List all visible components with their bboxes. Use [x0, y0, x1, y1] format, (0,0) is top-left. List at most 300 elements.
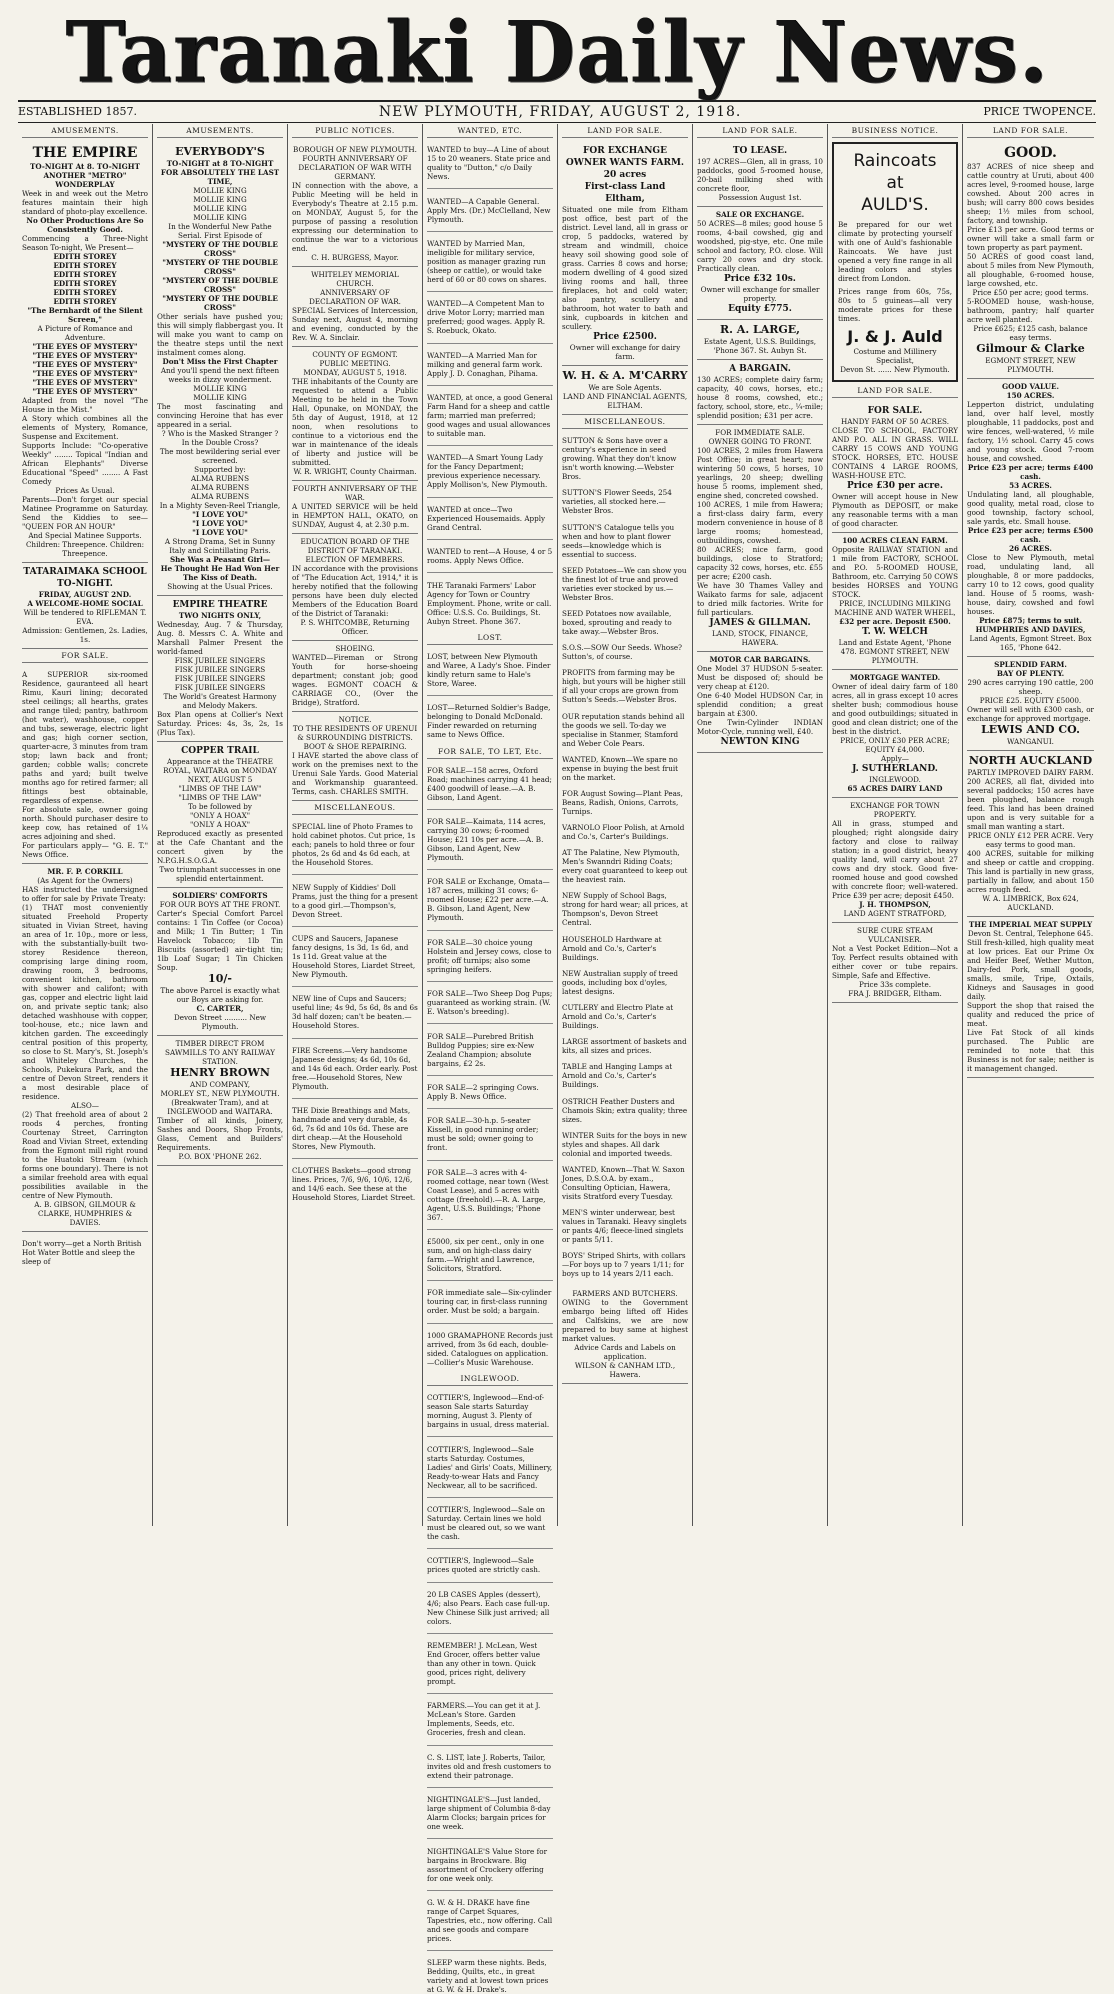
- ad-line: BAY OF PLENTY.: [996, 669, 1065, 678]
- ad-text: LOST—Returned Soldier's Badge, belonging to Donald McDonald. Finder rewarded on returning same to News Office.: [427, 703, 551, 740]
- ad-text: Reproduced exactly as presented at the Cafe Chantant and the concert given by the N.P.G.H.S.O.G.A.: [157, 829, 283, 865]
- ad-line: ? Who is the Masked Stranger ? In the Double Cross?: [161, 429, 279, 447]
- empire-ad: [22, 142, 148, 563]
- motor-ad: [697, 652, 823, 753]
- section-heading: LAND FOR SALE.: [697, 126, 823, 138]
- ad-line: FARMERS AND BUTCHERS.: [572, 1288, 678, 1298]
- ad-line: ELECTION OF MEMBERS.: [305, 555, 405, 564]
- price-line: Price £2500.: [593, 332, 657, 342]
- ad-line: WILSON & CANHAM LTD., Hawera.: [574, 1360, 676, 1379]
- section-heading: BUSINESS NOTICE.: [832, 126, 958, 138]
- section-heading: LOST.: [427, 633, 553, 645]
- ad-line: No Other Productions Are So Consistently Good.: [26, 216, 144, 234]
- ad-line: "MYSTERY OF THE DOUBLE CROSS": [162, 240, 278, 258]
- section-heading: FOR SALE.: [22, 651, 148, 663]
- ad-text: Price £13 per acre. Good terms or owner will take a small farm or town property as part payment.: [967, 225, 1094, 252]
- ad-line: EGMONT STREET, NEW PLYMOUTH.: [985, 356, 1076, 374]
- ad-line: The most bewildering serial ever screened.: [159, 447, 281, 465]
- ad-title: EVERYBODY'S: [175, 145, 265, 158]
- ad-line: TIMBER DIRECT FROM SAWMILLS TO ANY RAILWAY STATION.: [165, 1039, 275, 1066]
- price-label: PRICE TWOPENCE.: [983, 105, 1096, 118]
- dateline: NEW PLYMOUTH, FRIDAY, AUGUST 2, 1918.: [378, 104, 742, 120]
- ad-line: 53 ACRES.: [1009, 481, 1052, 490]
- ad-line: TO-NIGHT.: [57, 579, 113, 589]
- ad-line: He Thought He Had Won Her: [160, 564, 280, 573]
- ad-text: 200 ACRES, all flat, divided into several paddocks; 150 acres have been ploughed, balance rough feed. This land has been drained upon and is very suitable for a small man wanting a start.: [967, 777, 1094, 831]
- ad-text: OWING to the Government embargo being lifted off Hides and Calfskins, we are now prepared to buy same at highest market values.: [562, 1297, 688, 1343]
- fisk-ad: [157, 596, 283, 742]
- ad-line: "THE EYES OF MYSTERY": [32, 369, 138, 378]
- ad-line: OWNER WANTS FARM.: [565, 158, 685, 168]
- ad-text: 1000 GRAMAPHONE Records just arrived, from 3s 6d each, double-sided. Catalogues on application.—Collier's Music Warehouse.: [427, 1330, 553, 1367]
- ad-line: TWO NIGHTS ONLY,: [178, 611, 262, 620]
- ad-line: FISK JUBILEE SINGERS: [174, 656, 266, 665]
- henry-brown-ad: [157, 1036, 283, 1166]
- ad-title: MOTOR CAR BARGAINS.: [709, 655, 811, 664]
- ad-line: PRICE, INCLUDING MILKING MACHINE AND WATER WHEEL,: [834, 599, 956, 617]
- ad-line: Eltham,: [605, 194, 645, 204]
- ad-line: Advice Cards and Labels on application.: [574, 1342, 676, 1361]
- ad-text: 837 ACRES of nice sheep and cattle country at Uruti, about 400 acres level, 9-roomed house, large cowshed. About 200 acres in bush; will carry 800 cows besides sheep; 1½ miles from school, factory, and township.: [967, 162, 1094, 225]
- ad-line: "THE EYES OF MYSTERY": [32, 351, 138, 360]
- ad-line: Price £50 per acre; good terms.: [972, 288, 1089, 297]
- section-heading: MISCELLANEOUS.: [562, 417, 688, 429]
- north-auckland-ad: [967, 751, 1094, 917]
- ad-title: GOOD.: [1004, 145, 1057, 161]
- ad-line: MOLLIE KING: [193, 393, 247, 402]
- section-heading: LAND FOR SALE.: [967, 126, 1094, 138]
- ad-text: Owner will sell with £300 cash, or exchange for approved mortgage.: [967, 705, 1094, 723]
- mccarry-ad: [562, 366, 688, 415]
- ad-line: Showing at the Usual Prices.: [167, 582, 273, 591]
- column-2: [153, 124, 288, 1526]
- ad-title: THE IMPERIAL MEAT SUPPLY: [968, 920, 1093, 929]
- ad-line: Two triumphant successes in one splendid entertainment.: [159, 865, 281, 883]
- ad-text: WANTED—A Competent Man to drive Motor Lorry; married man preferred; good wages. Apply R. S. Roebuck, Okato.: [427, 299, 546, 336]
- ad-text: 20 LB CASES Apples (dessert), 4/6; also Pears. Each case full-up. New Chinese Silk just arrived; all colors.: [427, 1589, 550, 1626]
- ad-line: INGLEWOOD.: [869, 775, 921, 784]
- ad-text: For absolute sale, owner going north. Should purchaser desire to keep cow, has retained of 1¼ acres adjoining and shed.: [22, 805, 148, 841]
- ad-line: 65 ACRES DAIRY LAND: [847, 784, 943, 793]
- ad-text: One 6-40 Model HUDSON Car, in splendid condition; a great bargain at £300.: [697, 691, 823, 718]
- ad-line: PRICE, ONLY £30 PER ACRE; EQUITY £4,000.: [840, 736, 950, 754]
- ad-text: A SUPERIOR six-roomed Residence, gauranteed all heart Rimu, Kauri lining; decorated steel ceilings; all hearths, grates and range tiled; pantry, bathroom (hot water), washhouse, copper and tubs, sewerage, electric light and gas; high corner section, quarter-acre, 3 minutes from tram stop; lawn back and front; garden; cobble walls; concrete paths and yard; built twelve months ago for retired farmer; all fittings best obtainable, regardless of expense.: [22, 670, 148, 805]
- ad-text: NIGHTINGALE'S—Just landed, large shipment of Columbia 8-day Alarm Clocks; bargain prices for one week.: [427, 1795, 551, 1832]
- section-heading: AMUSEMENTS.: [22, 126, 148, 138]
- ad-line: The Kiss of Death.: [182, 573, 258, 582]
- ad-text: FIRE Screens.—Very handsome Japanese designs; 4s 6d, 10s 6d, and 14s 6d each. Order early. Post free.—Household Stores, New Plymouth.: [292, 1045, 418, 1091]
- ad-line: She Was a Peasant Girl—: [169, 555, 271, 564]
- section-heading: AMUSEMENTS.: [157, 126, 283, 138]
- ad-line: MOLLIE KING: [193, 213, 247, 222]
- ad-line: EDITH STOREY: [53, 288, 117, 297]
- established-label: ESTABLISHED 1857.: [18, 105, 137, 118]
- ad-text: COTTIER'S, Inglewood—End-of-season Sale starts Saturday morning, August 3. Plenty of bargains in usual, dress material.: [427, 1393, 550, 1430]
- ad-text: 80 ACRES; nice farm, good buildings, close to Stratford; capacity 32 cows, horses, etc. £55 per acre; £200 cash.: [697, 545, 823, 581]
- ad-line: Costume and Millinery Specialist,: [853, 347, 937, 365]
- ad-text: SUTTON'S Flower Seeds, 254 varieties, all stocked here.—Webster Bros.: [562, 488, 672, 516]
- ad-text: 100 ACRES, 1 mile from Hawera; a first-class dairy farm, every modern convenience in house of 8 large rooms; homestead, outbuildings, cowshed.: [697, 500, 823, 545]
- ad-line: P. S. WHITCOMBE, Returning Officer.: [300, 618, 410, 636]
- ad-line: MORLEY ST., NEW PLYMOUTH. (Breakwater Tram), and at INGLEWOOD and WAITARA.: [160, 1089, 280, 1116]
- ad-text: Be prepared for our wet climate by protecting yourself with one of Auld's fashionable Raincoats. We have just opened a very fine range in all leading colors and styles direct from London.: [838, 220, 952, 283]
- ad-line: OWNER GOING TO FRONT.: [708, 437, 812, 446]
- ad-line: FOURTH ANNIVERSARY OF THE WAR.: [293, 484, 417, 502]
- ad-text: (2) That freehold area of about 2 roods 4 perches, fronting Courtenay Street, Carrington Road and Vivian Street, extending from the Egmont mill right round to the Huatoki Stream (which forms one boundary). There is not a similar freehold area with equal possibilities available in the centre of New Plymouth.: [22, 1110, 148, 1200]
- ad-line: TO-NIGHT At 8. TO-NIGHT: [30, 162, 140, 171]
- ad-line: "ONLY A HOAX": [189, 811, 251, 820]
- ad-text: WANTED—A Married Man for milking and general farm work. Apply J. D. Conaghan, Pihama.: [427, 350, 543, 378]
- ad-text: FOR SALE—30 choice young Holstein and Jersey cows, close to profit; off turnips; also some springing heifers.: [427, 937, 552, 974]
- ad-text: THE Dixie Breathings and Mats, handmade and very durable, 4s 6d, 7s 6d and 10s 6d. These are dirt cheap.—At the Household Stores, New Plymouth.: [292, 1106, 411, 1152]
- urenui-notice: [292, 712, 418, 801]
- ad-text: IN connection with the above, a Public Meeting will be held in Everybody's Theatre at 2.15 p.m. on MONDAY, August 5, for the purpose of passing a resolution expressing our determination to continue the war to a victorious end.: [292, 181, 418, 253]
- ad-text: HOUSEHOLD Hardware at Arnold and Co.'s, Carter's Buildings.: [562, 934, 662, 962]
- ad-text: C. S. LIST, late J. Roberts, Tailor, invites old and fresh customers to extend their patronage.: [427, 1752, 551, 1780]
- ad-line: AULD'S.: [861, 195, 929, 215]
- copper-trail-ad: [157, 742, 283, 888]
- splendid-farm-ad: [967, 657, 1094, 751]
- info-bar: [18, 100, 1096, 123]
- vulcaniser-ad: [832, 923, 958, 1003]
- ad-line: MOLLIE KING: [193, 186, 247, 195]
- ad-line: Appearance at the THEATRE ROYAL, WAITARA on MONDAY NEXT, AUGUST 5: [163, 757, 277, 784]
- ad-title: Raincoats: [853, 151, 937, 171]
- ad-text: S.O.S.—SOW Our Seeds. Whose? Sutton's, of course.: [562, 643, 683, 662]
- imperial-meat-ad: [967, 917, 1094, 1078]
- ad-line: ANOTHER "METRO" WONDERPLAY: [43, 171, 127, 189]
- county-notice: [292, 347, 418, 481]
- ad-line: 150 ACRES.: [1006, 391, 1055, 400]
- ad-text: FOR SALE or Exchange, Omata—187 acres, milking 31 cows; 6-roomed House; £22 per acre.—A. B. Gibson, Land Agent, New Plymouth.: [427, 877, 550, 923]
- ad-line: And you'll spend the next fifteen weeks in dizzy wonderment.: [160, 366, 280, 384]
- ad-text: We have 30 Thames Valley and Waikato farms for sale, adjacent to dried milk factories. Write for full particulars.: [697, 581, 823, 617]
- ad-title: A BARGAIN.: [729, 364, 791, 374]
- good-ad: [967, 142, 1094, 379]
- ad-text: A UNITED SERVICE will be held in HEMPTON HALL, OKATO, on SUNDAY, August 4, at 2.30 p.m.: [292, 502, 418, 529]
- ad-line: WANGANUI.: [1007, 737, 1054, 746]
- mortgage-ad: [832, 670, 958, 798]
- ad-text: THE Taranaki Farmers' Labor Agency for Town or Country Employment. Phone, write or call. Office: U.S.S. Co. Buildings, St. Aubyn Street. Phone 367.: [427, 580, 552, 626]
- shoeing-notice: [292, 641, 418, 712]
- sale-exchange-ad: [697, 207, 823, 320]
- ad-line: "MYSTERY OF THE DOUBLE CROSS": [162, 258, 278, 276]
- ad-title: FOR EXCHANGE: [583, 146, 667, 156]
- ad-text: SEED Potatoes now available, boxed, sprouting and ready to take away.—Webster Bros.: [562, 608, 672, 636]
- ad-line: MOLLIE KING: [193, 384, 247, 393]
- ad-line: MONDAY, AUGUST 5, 1918.: [303, 368, 407, 377]
- ad-line: EXCHANGE FOR TOWN PROPERTY.: [850, 801, 940, 819]
- ad-text: NEW line of Cups and Saucers; useful line; 4s 9d, 5s 6d, 8s and 6s 3d half dozen; can't be beaten.—Household Stores.: [292, 994, 418, 1031]
- ad-title: 100 ACRES CLEAN FARM.: [842, 536, 948, 545]
- ad-text: NEW Supply of Kiddies' Doll Prams, just the thing for a present to a good girl.—Thompson's, Devon Street.: [292, 882, 418, 919]
- ad-line: The above Parcel is exactly what our Boys are asking for.: [160, 986, 280, 1004]
- ad-text: Week in and week out the Metro features maintain their high standard of photo-play excellence.: [22, 189, 148, 216]
- everybodys-ad: [157, 142, 283, 596]
- ad-line: "The Bernhardt of the Silent Screen,": [27, 306, 143, 324]
- ad-text: WINTER Suits for the boys in new styles and shapes. All dark colonial and imported tweeds.: [562, 1130, 687, 1158]
- ad-line: Prices As Usual.: [55, 486, 115, 495]
- ad-text: FOR SALE—2 springing Cows. Apply B. News Office.: [427, 1082, 539, 1101]
- ad-line: A Picture of Romance and Adventure.: [37, 324, 133, 342]
- ad-text: COTTIER'S, Inglewood—Sale prices quoted are strictly cash.: [427, 1556, 541, 1575]
- ad-line: "LIMBS OF THE LAW": [178, 793, 262, 802]
- ad-text: Situated one mile from Eltham post office, best part of the district. Level land, all in grass or crop, 5 paddocks, watered by stream and windmill, choice heavy soil showing good sole of grass. Carries 8 cows and horse; modern dwelling of 4 good sized living rooms and hall, three fireplaces, hot and cold water; also pantry, scullery and bathroom, hot water to bath and sink, cupboards in kitchen and scullery.: [562, 205, 688, 331]
- ad-title: MR. F. P. CORKILL: [47, 867, 123, 876]
- ad-text: The most fascinating and convincing Heroine that has ever appeared in a serial.: [157, 402, 283, 429]
- ad-line: Don't Miss the First Chapter: [162, 357, 278, 366]
- price-line: 10/-: [208, 972, 232, 985]
- ad-line: In the Wonderful New Pathe Serial. First Episode of: [168, 222, 272, 240]
- ad-line: A. B. GIBSON, GILMOUR & CLARKE, HUMPHRIES & DAVIES.: [34, 1200, 136, 1227]
- ad-text: All in grass, stumped and ploughed; right alongside dairy factory and close to railway station; in a good district, heavy quality land, will carry about 27 cows and dry stock. Good five-roomed house and good cowshed with concrete floor; well-watered. Price £39 per acre; deposit £450.: [832, 819, 958, 900]
- ad-line: "I LOVE YOU": [192, 510, 248, 519]
- ad-text: CLOSE TO SCHOOL, FACTORY AND P.O. ALL IN GRASS. WILL CARRY 15 COWS AND YOUNG STOCK. HORSES, ETC. HOUSE CONTAINS 4 LARGE ROOMS, WASH-HOUSE ETC.: [832, 426, 958, 480]
- ad-text: Close to New Plymouth, metal road, undulating land, all ploughable, 8 or more paddocks, carry 10 to 12 cows, good quality land. House of 5 rooms, wash-house, dairy, cowshed and fowl houses.: [967, 553, 1094, 616]
- ad-text: FOR immediate sale—Six-cylinder touring car, in first-class running order. Must be sold; a bargain.: [427, 1288, 552, 1316]
- ad-line: ALMA RUBENS: [190, 474, 249, 483]
- ad-text: G. W. & H. DRAKE have fine range of Carpet Squares, Tapestries, etc., now offering. Call and see goods and compare prices.: [427, 1897, 553, 1943]
- ad-title: THE EMPIRE: [32, 145, 138, 161]
- ad-text: THE inhabitants of the County are requested to attend a Public Meeting to be held in the Town Hall, Opunake, on MONDAY, the 5th day of August, 1918, at 12 noon, when resolutions to continue to a victorious end the war in maintenance of the ideals of liberty and justice will be submitted.: [292, 377, 418, 467]
- ad-line: "THE EYES OF MYSTERY": [32, 378, 138, 387]
- ad-text: WANTED—Fireman or Strong Youth for horse-shoeing department; constant job; good wages. EGMONT COACH & CARRIAGE CO., (Over the Bridge), Stratford.: [292, 653, 418, 707]
- ad-text: WANTED to rent—A House, 4 or 5 rooms. Apply News Office.: [427, 547, 553, 566]
- ad-line: LAND AGENT STRATFORD,: [843, 909, 947, 918]
- ad-text: (1) THAT most conveniently situated Freehold Property situated in Vivian Street, having an area of 1r. 10p., more or less, with the substantially-built two-storey Residence thereon, comprising large dining room, drawing room, 3 bedrooms, convenient kitchen, bathroom with shower and califont; with gas, copper and electric light laid on, and private septic tank; also detached washhouse with copper, tool-house, etc.; nice lawn and kitchen garden. The exceedingly central position of this property, so close to St. Mary's, St. Joseph's and Whiteley Churches, the Schools, Pukekura Park, and the centre of Devon Street, renders it a most desirable place of residence.: [22, 903, 148, 1101]
- ad-line: "THE EYES OF MYSTERY": [32, 387, 138, 396]
- ad-line: FOR OUR BOYS AT THE FRONT.: [159, 900, 281, 909]
- ad-text: SEED Potatoes—We can show you the finest lot of true and proved varieties ever stocked by us.—Webster Bros.: [562, 565, 687, 602]
- ad-title: SPLENDID FARM.: [994, 660, 1067, 669]
- ad-line: at: [886, 173, 904, 193]
- ad-text: FOR SALE—Two Sheep Dog Pups; guaranteed as working strain. (W. E. Watson's breeding).: [427, 989, 553, 1017]
- ad-text: LOST, between New Plymouth and Waree, A Lady's Shoe. Finder kindly return same to Hale's Store, Waree.: [427, 651, 551, 688]
- large-ad: [697, 320, 823, 360]
- ad-line: 20 acres: [603, 170, 647, 180]
- ad-line: (As Agent for the Owners): [37, 876, 133, 885]
- ad-line: "MYSTERY OF THE DOUBLE CROSS": [162, 294, 278, 312]
- ad-line: P.O. BOX 'PHONE 262.: [178, 1152, 262, 1161]
- ad-line: EDITH STOREY: [53, 279, 117, 288]
- ad-text: Timber of all kinds, Joinery, Sashes and Doors, Shop Fronts, Glass, Cement and Builders' Requirements.: [157, 1116, 283, 1152]
- ad-line: FOURTH ANNIVERSARY OF DECLARATION OF WAR WITH GERMANY.: [298, 154, 412, 181]
- ad-line: EDITH STOREY: [53, 252, 117, 261]
- corkill-ad: [22, 864, 148, 1232]
- ad-text: WANTED, Known—That W. Saxon Jones, D.S.O.A. by exam., Consulting Optician, Hawera, visits Stratford every Tuesday.: [562, 1164, 685, 1201]
- ad-text: OUR reputation stands behind all the goods we sell. To-day we specialise in Stanmer, Stamford and Weber Cole Pears.: [562, 711, 685, 748]
- ad-text: Owner will accept house in New Plymouth as DEPOSIT, or make any reasonable terms with a man of good character.: [832, 492, 958, 528]
- ad-line: Devon St. Central, Telephone 645.: [967, 929, 1094, 938]
- school-ad: [22, 563, 148, 649]
- ad-text: HAS instructed the undersigned to offer for sale by Private Treaty:: [22, 885, 148, 903]
- ad-line: Owner will exchange for dairy farm.: [569, 343, 681, 361]
- section-heading: PUBLIC NOTICES.: [292, 126, 418, 138]
- ad-text: NEW Supply of School Bags, strong for hard wear; all prices, at Thompson's, Devon Street Central.: [562, 891, 688, 928]
- columns: [18, 124, 1100, 1994]
- ad-line: "THE EYES OF MYSTERY": [32, 342, 138, 351]
- ad-text: FOR SALE—158 acres, Oxford Road; machines carrying 41 head; £400 goodwill of lease.—A. B. Gibson, Land Agent.: [427, 765, 552, 802]
- section-heading: MISCELLANEOUS.: [292, 803, 418, 815]
- ad-text: CUTLERY and Electro Plate at Arnold and Co.'s, Carter's Buildings.: [562, 1003, 674, 1030]
- ad-title: EMPIRE THEATRE: [172, 600, 268, 610]
- ad-text: Commencing a Three-Night Season To-night, We Present—: [22, 234, 148, 252]
- soldiers-comforts-ad: [157, 888, 283, 1036]
- ad-line: First-class Land: [584, 182, 666, 192]
- section-heading: FOR SALE, TO LET, Etc.: [427, 747, 553, 759]
- bargain-ad: [697, 360, 823, 425]
- ad-line: EDITH STOREY: [53, 261, 117, 270]
- ad-text: WANTED, Known—We spare no expense in buying the best fruit on the market.: [562, 754, 679, 782]
- ad-text: Other serials have pushed you; this will simply flabbergast you. It will make you want to camp on the theatre steps until the next instalment comes along.: [157, 312, 283, 357]
- ad-line: Devon Street .......... New Plymouth.: [173, 1013, 267, 1031]
- ad-line: T. W. WELCH: [862, 627, 928, 637]
- price-line: Price £23 per acre; terms £500 cash.: [967, 526, 1094, 544]
- ad-text: SPECIAL Services of Intercession, Sunday next, August 4, morning and evening, conducted by the Rev. W. A. Sinclair.: [292, 306, 418, 342]
- ad-text: WANTED at once—Two Experienced Housemaids. Apply Grand Central.: [427, 504, 546, 532]
- wilson-canham-ad: [562, 1286, 688, 1384]
- ad-line: To be followed by: [188, 802, 252, 811]
- ad-text: I HAVE started the above class of work on the premises next to the Urenui Sale Yards. Good Material and Workmanship guaranteed. Terms, cash. CHARLES SMITH.: [292, 751, 418, 796]
- ad-text: One Model 37 HUDSON 5-seater. Must be disposed of; should be very cheap at £120.: [697, 664, 823, 691]
- ad-text: SLEEP warm these nights. Beds, Bedding, Quilts, etc., in great variety and at lowest town prices at G. W. & H. Drake's.: [427, 1958, 549, 1994]
- ad-line: Price 33s complete.: [858, 980, 931, 989]
- ad-line: FRIDAY, AUGUST 2ND.: [38, 590, 132, 599]
- to-lease-ad: [697, 142, 823, 207]
- ad-text: Wednesday, Aug. 7 & Thursday, Aug. 8. Messrs C. A. White and Marshall Palmer Present the world-famed: [157, 620, 283, 656]
- ad-line: MOLLIE KING: [193, 195, 247, 204]
- ad-text: 100 ACRES, 2 miles from Hawera Post Office; in great heart; now wintering 50 cows, 5 horses, 10 yearlings, 20 sheep; dwelling house 5 rooms, implement shed, engine shed, concreted cowshed.: [697, 446, 823, 500]
- ad-title: NORTH AUCKLAND: [968, 754, 1093, 767]
- okato-notice: [292, 481, 418, 534]
- ad-line: BOOT & SHOE REPAIRING.: [303, 742, 407, 751]
- ad-line: WHITELEY MEMORIAL CHURCH.: [311, 270, 399, 288]
- ad-text: COTTIER'S, Inglewood—Sale starts Saturday. Costumes, Ladies' and Girls' Coats, Millinery, Ready-to-wear Hats and Fancy Neckwear, all to be sacrificed.: [427, 1444, 553, 1490]
- ad-line: Possession August 1st.: [718, 193, 802, 202]
- ad-text: 50 ACRES—8 miles; good house 5 rooms, 4-bail cowshed, gig and woodshed, pig-stye, etc. One mile school and factory, P.O. close. Will carry 20 cows and dry stock. Practically clean.: [697, 219, 823, 273]
- ad-line: C. H. BURGESS, Mayor.: [311, 253, 399, 262]
- ad-line: PARTLY IMPROVED DAIRY FARM.: [967, 768, 1094, 777]
- ad-line: W. A. LIMBRICK, Box 624, AUCKLAND.: [982, 894, 1079, 912]
- ad-line: BOROUGH OF NEW PLYMOUTH.: [293, 145, 417, 154]
- ad-text: IN accordance with the provisions of "The Education Act, 1914," it is hereby notified that the following persons have been duly elected Members of the Education Board of the District of Taranaki:: [292, 564, 418, 618]
- ad-line: LAND AND FINANCIAL AGENTS, ELTHAM.: [562, 392, 688, 410]
- ad-line: Owner will exchange for smaller property.: [700, 285, 820, 303]
- ad-text: NIGHTINGALE'S Value Store for bargains in Brockware. Big assortment of Crockery offering for one week only.: [427, 1846, 548, 1883]
- ad-text: Opposite RAILWAY STATION and 1 mile from FACTORY, SCHOOL and P.O. 5-ROOMED HOUSE, Bathroom, etc. Carrying 50 COWS besides HORSES and YOUNG STOCK.: [832, 545, 958, 599]
- ad-text: BOYS' Striped Shirts, with collars—For boys up to 7 years 1/11; for boys up to 14 years 2/11 each.: [562, 1251, 686, 1279]
- ad-title: TO LEASE.: [732, 146, 788, 156]
- ad-text: LARGE assortment of baskets and kits, all sizes and prices.: [562, 1037, 687, 1056]
- ad-line: PRICE £25. EQUITY £5000.: [979, 696, 1082, 705]
- ad-line: In a Mighty Seven-Reel Triangle,: [159, 501, 281, 510]
- ad-text: A Story which combines all the elements of Mystery, Romance, Suspense and Excitement.: [22, 414, 148, 441]
- ad-title: R. A. LARGE,: [719, 323, 800, 336]
- ad-text: WANTED, at once, a good General Farm Hand for a sheep and cattle farm; married man preferred; good wages and usual allowances to suitable man.: [427, 393, 553, 439]
- ad-text: For particulars apply— "G. E. T." News Office.: [22, 841, 148, 859]
- ad-text: FOR SALE—30-h.p. 5-seater Kissell, in good running order; must be sold; owner going to front.: [427, 1116, 539, 1153]
- ad-text: Parents—Don't forget our special Matinee Programme on Saturday. Send the Kiddies to see— "QUEEN FOR AN HOUR": [22, 495, 148, 531]
- ad-line: SURE CURE STEAM VULCANISER.: [857, 926, 933, 944]
- ad-line: JAMES & GILLMAN.: [709, 618, 811, 628]
- section-heading: LAND FOR SALE.: [832, 386, 958, 398]
- ad-text: Carter's Special Comfort Parcel contains: 1 Tin Coffee (or Cocoa) and Milk; 1 Tin Butter; 1 Tin Havelock Tobacco; 1lb Tin Biscuits (assorted) air-tight tin; 1lb Loaf Sugar; 1 Tin Chicken Soup.: [157, 909, 283, 972]
- ad-line: "I LOVE YOU": [192, 528, 248, 537]
- ad-text: OSTRICH Feather Dusters and Chamois Skin; extra quality; three sizes.: [562, 1096, 688, 1124]
- ad-line: Land and Estate Agent, 'Phone 478. EGMONT STREET, NEW PLYMOUTH.: [838, 638, 952, 665]
- ad-text: Owner of ideal dairy farm of 180 acres, all in grass except 10 acres shelter bush; commodious house and good outbuildings; situated in good and clean district; one of the best in the district.: [832, 682, 958, 736]
- ad-title: SALE OR EXCHANGE.: [715, 210, 805, 219]
- price-line: Price £30 per acre.: [847, 481, 943, 491]
- ad-line: Will be tendered to RIFLEMAN T. EVA.: [23, 608, 147, 626]
- ad-line: The World's Greatest Harmony and Melody Makers.: [163, 692, 277, 710]
- ad-line: "LIMBS OF THE LAW": [178, 784, 262, 793]
- ad-line: 26 ACRES.: [1009, 544, 1052, 553]
- ad-line: HUMPHRIES AND DAVIES,: [975, 625, 1086, 634]
- ad-text: FOR SALE—3 acres with 4-roomed cottage, near town (West Coast Lease), and 5 acres with cottage (freehold).—R. A. Large, Agent, U.S.S. Buildings; 'Phone 367.: [427, 1167, 549, 1222]
- ad-text: Prices range from 60s, 75s, 80s to 5 guineas—all very moderate prices for these times.: [838, 287, 952, 323]
- ad-text: One Twin-Cylinder INDIAN Motor-Cycle, running well, £40.: [697, 718, 823, 736]
- ad-text: Box Plan opens at Collier's Next Saturday. Prices: 4s, 3s, 2s, 1s (Plus Tax).: [157, 710, 283, 737]
- ad-line: LEWIS AND CO.: [981, 723, 1080, 736]
- ad-text: TABLE and Hanging Lamps at Arnold and Co.'s, Carter's Buildings.: [562, 1062, 673, 1090]
- column-8: [963, 124, 1098, 1526]
- ad-text: Adapted from the novel "The House in the Mist.": [22, 396, 148, 414]
- thompson-ad: [832, 798, 958, 923]
- ad-line: C. CARTER,: [196, 1004, 244, 1013]
- ad-line: Apply—: [881, 754, 909, 763]
- ad-title: MORTGAGE WANTED.: [849, 673, 941, 682]
- ad-text: 50 ACRES of good coast land, about 5 miles from New Plymouth, all ploughable, 6-roomed house, large cowshed, etc.: [967, 252, 1094, 288]
- ad-text: Still fresh-killed, high quality meat at low prices. Eat our Prime Ox and Heifer Beef, Wether Mutton, Dairy-fed Pork, small goods, smalls, smile, Tripe, Oxtails, Kidneys and Sausages in good daily.: [967, 938, 1094, 1001]
- ad-line: MOLLIE KING: [193, 204, 247, 213]
- ad-line: A Strong Drama, Set in Sunny Italy and Scintillating Paris.: [164, 537, 276, 555]
- ad-line: HANDY FARM OF 50 ACRES.: [840, 417, 950, 426]
- ad-line: FRA J. BRIDGER, Eltham.: [848, 989, 942, 998]
- section-heading: WANTED, ETC.: [427, 126, 553, 138]
- section-heading: LAND FOR SALE.: [562, 126, 688, 138]
- ad-line: 290 acres carrying 190 cattle, 200 sheep.: [967, 678, 1094, 696]
- ad-line: Estate Agent, U.S.S. Buildings, 'Phone 367. St. Aubyn St.: [703, 337, 817, 355]
- ad-line: FISK JUBILEE SINGERS: [174, 674, 266, 683]
- ad-line: TO THE RESIDENTS OF URENUI & SURROUNDING DISTRICTS.: [292, 724, 418, 742]
- ad-text: SUTTON'S Catalogue tells you when and how to plant flower seeds—knowledge which is essential to success.: [562, 522, 675, 559]
- ad-line: ALSO—: [71, 1101, 99, 1110]
- ad-title: COPPER TRAIL: [181, 746, 259, 756]
- ad-line: FOR ABSOLUTELY THE LAST TIME,: [160, 168, 280, 186]
- price-line: Price £32 10s.: [724, 274, 796, 284]
- ad-text: FARMERS.—You can get it at J. McLean's Store. Garden Implements, Seeds, etc. Groceries, fresh and clean.: [427, 1701, 541, 1738]
- ad-text: SUTTON & Sons have over a century's experience in seed growing. What they don't know isn't worth knowing.—Webster Bros.: [562, 436, 677, 482]
- ad-line: ANNIVERSARY OF DECLARATION OF WAR.: [309, 288, 401, 306]
- ad-line: A WELCOME-HOME SOCIAL: [27, 599, 143, 608]
- column-6: [693, 124, 828, 1526]
- ad-line: "THE EYES OF MYSTERY": [32, 360, 138, 369]
- ad-line: Equity £775.: [728, 304, 792, 314]
- ad-text: REMEMBER! J. McLean, West End Grocer, offers better value than any other in town. Quick good, prices right, delivery prompt.: [427, 1641, 540, 1687]
- ad-line: Devon St. ...... New Plymouth.: [840, 365, 950, 374]
- ad-text: Lepperton district, undulating land, over half level, mostly ploughable, 11 paddocks, post and wire fences, well-watered, ½ mile factory, 1½ school. Carry 45 cows and young stock. Good 7-room house, and cowshed.: [967, 400, 1094, 463]
- column-5: [558, 124, 693, 1526]
- ad-text: AT The Palatine, New Plymouth, Men's Swanndri Riding Coats; every coat guaranteed to keep out the heaviest rain.: [562, 848, 688, 885]
- ad-text: WANTED to buy—A Line of about 15 to 20 weaners. State price and quality to "Dutton," c/o Daily News.: [427, 145, 551, 182]
- ad-text: WANTED—A Smart Young Lady for the Fancy Department; previous experience necessary. Apply Mollison's, New Plymouth.: [427, 453, 548, 490]
- ad-title: SOLDIERS' COMFORTS: [172, 891, 268, 900]
- ad-line: NEWTON KING: [720, 737, 800, 747]
- ad-text: PROFITS from farming may be high, but yours will be higher still if all your crops are grown from Sutton's Seeds.—Webster Bros.: [562, 668, 686, 705]
- column-7: [828, 124, 963, 1526]
- ad-line: EDITH STOREY: [53, 297, 117, 306]
